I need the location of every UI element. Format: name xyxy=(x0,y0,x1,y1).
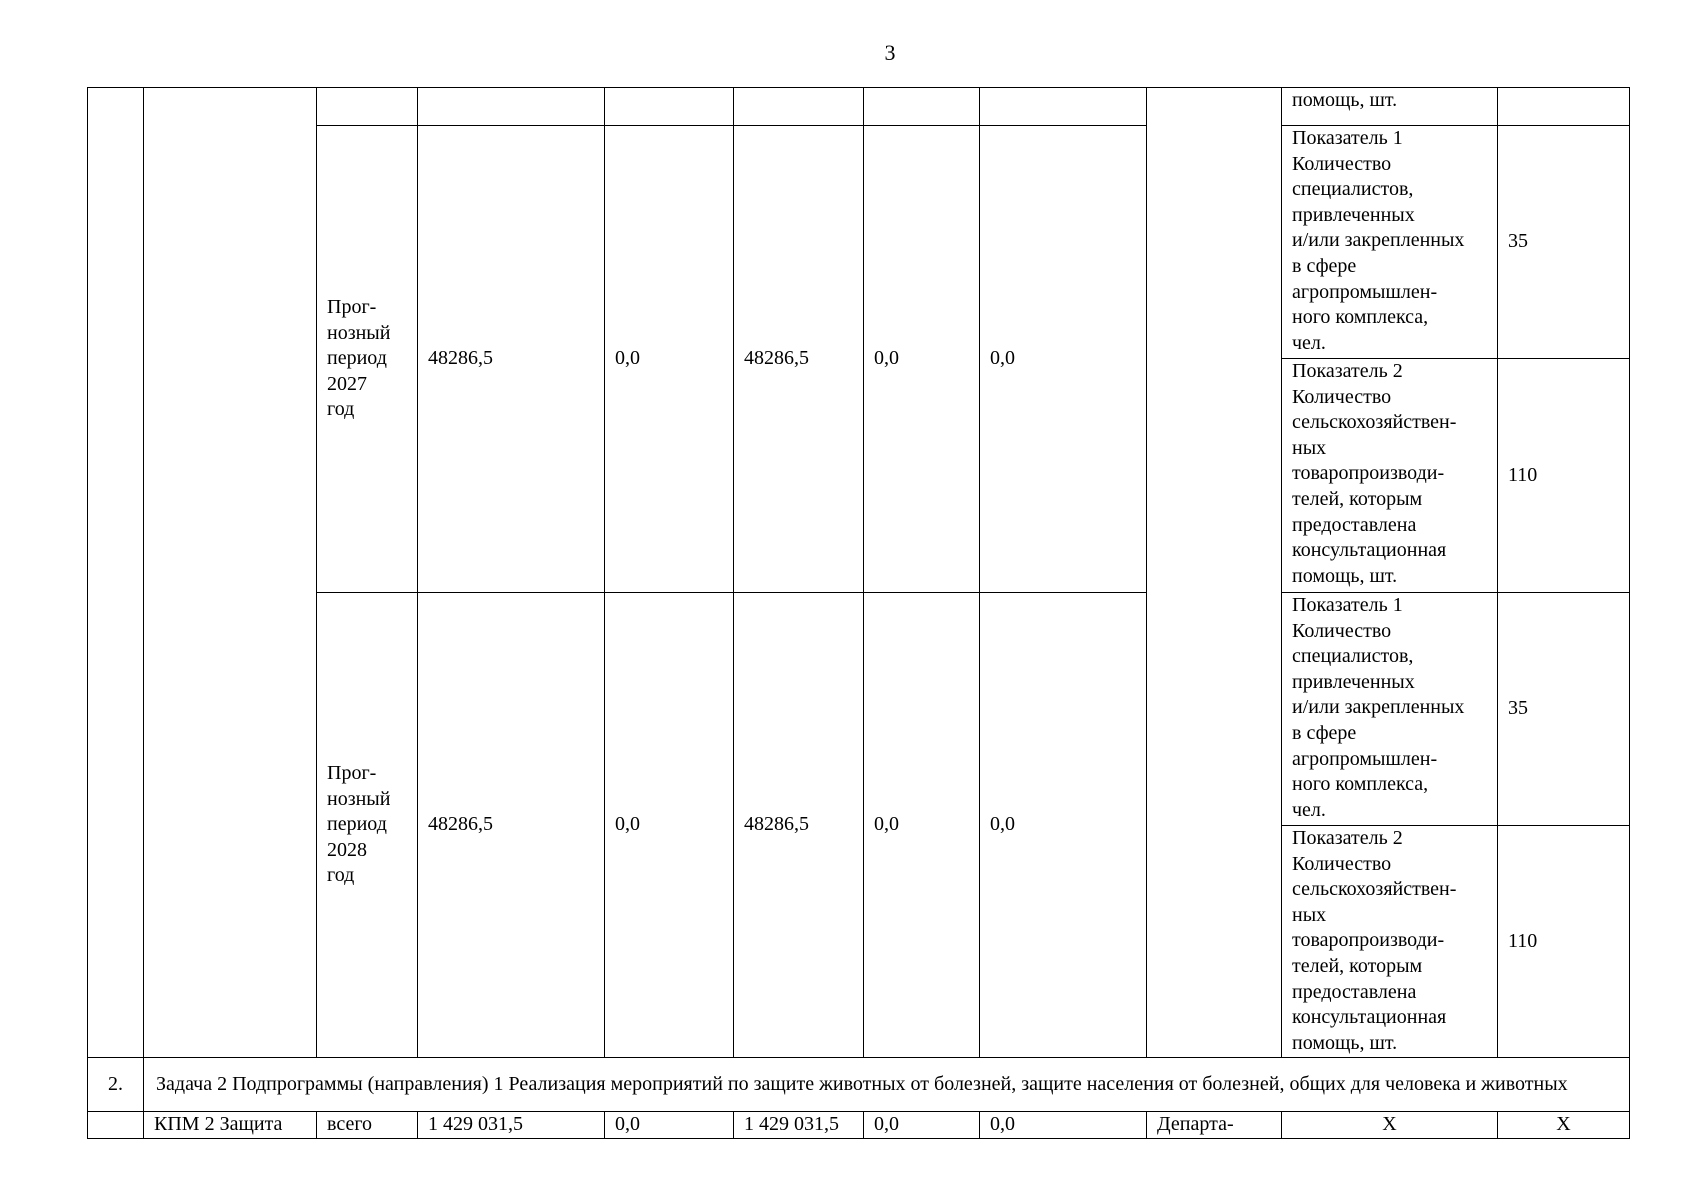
indicator-value-cell: Х xyxy=(1498,1112,1630,1139)
regional-cell: 48286,5 xyxy=(734,593,864,1058)
indicator-cell: Показатель 1 Количество специалистов, привлеченных и/или закрепленных в сфере агропромышлен- ного комплекса, чел. xyxy=(1282,593,1498,826)
table-row xyxy=(88,88,1630,126)
total-cell: 48286,5 xyxy=(418,126,605,593)
other-cell: 0,0 xyxy=(980,1112,1147,1139)
federal-cell: 0,0 xyxy=(605,593,734,1058)
executor-cell: Департа- xyxy=(1147,1112,1282,1139)
local-cell xyxy=(864,88,980,126)
kpm-name: КПМ 2 Защита xyxy=(144,1112,317,1139)
other-cell xyxy=(980,88,1147,126)
indicator-cell: помощь, шт. xyxy=(1282,88,1498,126)
local-cell: 0,0 xyxy=(864,1112,980,1139)
indicator-cell: Показатель 2 Количество сельскохозяйствен- ных товаропроизводи- телей, которым предоставлена консультационная помощь, шт. xyxy=(1282,826,1498,1058)
task-row xyxy=(88,1058,1630,1112)
other-cell: 0,0 xyxy=(980,126,1147,593)
kpm-row xyxy=(88,1112,1630,1139)
period-cell: Прог- нозный период 2027 год xyxy=(317,126,418,593)
regional-cell xyxy=(734,88,864,126)
period-cell: Прог- нозный период 2028 год xyxy=(317,593,418,1058)
local-cell: 0,0 xyxy=(864,126,980,593)
indicator-cell: Х xyxy=(1282,1112,1498,1139)
table-row xyxy=(88,593,1630,826)
indicator-value-cell: 110 xyxy=(1498,826,1630,1058)
total-cell: 48286,5 xyxy=(418,593,605,1058)
executor-cell xyxy=(1147,88,1282,1058)
other-cell: 0,0 xyxy=(980,593,1147,1058)
table-row xyxy=(88,126,1630,359)
regional-cell: 1 429 031,5 xyxy=(734,1112,864,1139)
federal-cell xyxy=(605,88,734,126)
indicator-value-cell: 35 xyxy=(1498,593,1630,826)
number-cell xyxy=(88,1112,144,1139)
indicator-cell: Показатель 2 Количество сельскохозяйствен- ных товаропроизводи- телей, которым предоставлена консультационная помощь, шт. xyxy=(1282,359,1498,593)
name-cell xyxy=(144,88,317,1058)
total-cell: 1 429 031,5 xyxy=(418,1112,605,1139)
program-table xyxy=(87,87,1630,1139)
period-cell xyxy=(317,88,418,126)
indicator-value-cell xyxy=(1498,88,1630,126)
page-number: 3 xyxy=(884,40,896,65)
total-cell xyxy=(418,88,605,126)
task-number: 2. xyxy=(88,1058,144,1112)
federal-cell: 0,0 xyxy=(605,126,734,593)
number-cell xyxy=(88,88,144,1058)
period-cell: всего xyxy=(317,1112,418,1139)
federal-cell: 0,0 xyxy=(605,1112,734,1139)
indicator-value-cell: 35 xyxy=(1498,126,1630,359)
task-text: Задача 2 Подпрограммы (направления) 1 Реализация мероприятий по защите животных от болезней, защите населения от болезней, общих для человека и животных xyxy=(144,1058,1630,1112)
regional-cell: 48286,5 xyxy=(734,126,864,593)
local-cell: 0,0 xyxy=(864,593,980,1058)
indicator-cell: Показатель 1 Количество специалистов, привлеченных и/или закрепленных в сфере агропромышлен- ного комплекса, чел. xyxy=(1282,126,1498,359)
indicator-value-cell: 110 xyxy=(1498,359,1630,593)
